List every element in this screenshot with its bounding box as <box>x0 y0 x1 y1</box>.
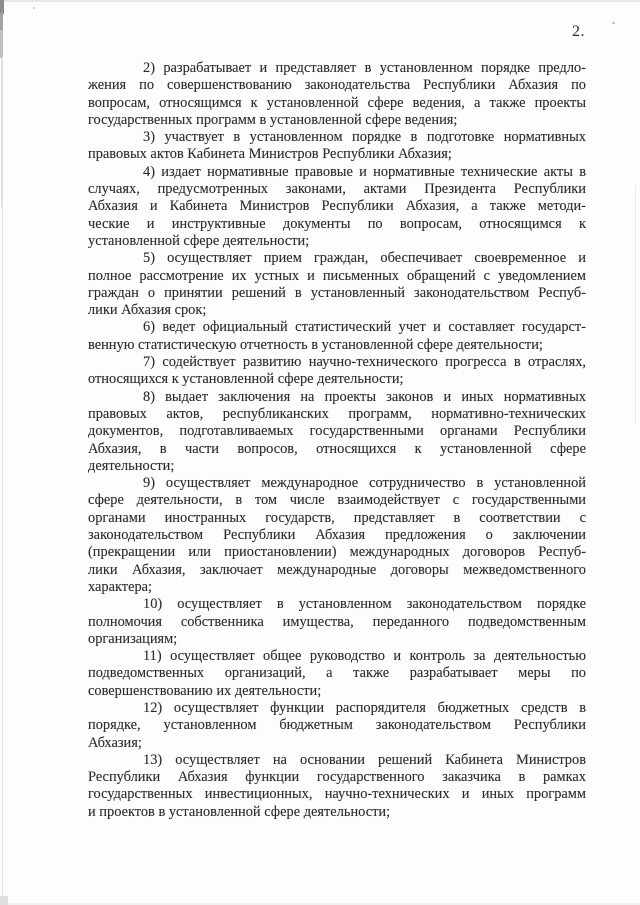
paragraph-line: относящихся к установленной сфере деятельности; <box>88 371 404 388</box>
paragraph-line: 8) выдает заключения на проекты законов и иных нормативных <box>143 388 586 405</box>
paragraph-line: лики Абхазия срок; <box>88 302 207 319</box>
paragraph-line: подведомственных организаций, а также разрабатывает меры по <box>88 665 586 682</box>
paragraph <box>88 319 586 354</box>
paragraph-line: полномочия собственника имущества, переданного подведомственным <box>88 613 586 630</box>
paragraph <box>88 129 586 164</box>
paragraph <box>88 752 586 821</box>
paragraph-line: венную статистическую отчетность в установленной сфере деятельности; <box>88 336 543 353</box>
paragraph-line: государственных инвестиционных, научно-технических и иных программ <box>88 786 586 803</box>
paragraph-line: 3) участвует в установленном порядке в подготовке нормативных <box>143 129 586 146</box>
scan-right-edge-line <box>635 185 636 425</box>
paragraph-line: лики Абхазия, заключает международные договоры межведомственного <box>88 561 586 578</box>
paragraph-line: сфере деятельности, в том числе взаимодействует с государственными <box>88 492 586 509</box>
paragraph <box>88 164 586 250</box>
paragraph-line: Абхазия; <box>88 734 142 751</box>
scan-left-smudge <box>0 13 3 31</box>
paragraph-line: установленной сфере деятельности; <box>88 232 310 249</box>
paragraph-line: и проектов в установленной сфере деятельности; <box>88 803 391 820</box>
paragraph-line: Абхазия и Кабинета Министров Республики Абхазия, а также методи- <box>88 198 586 215</box>
paragraph <box>88 648 586 700</box>
paragraph-line: порядке, установленном бюджетным законодательством Республики <box>88 717 586 734</box>
scan-left-smudge <box>1 57 3 207</box>
paragraph-line: (прекращении или приостановлении) международных договоров Респуб- <box>88 544 586 561</box>
paragraph-line: вопросам, относящимся к установленной сфере ведения, а также проекты <box>88 94 586 111</box>
paragraph-line: органами иностранных государств, представляет в соответствии с <box>88 509 586 526</box>
paragraph-line: совершенствованию их деятельности; <box>88 682 322 699</box>
paragraph <box>88 60 586 129</box>
paragraph-line: характера; <box>88 578 153 595</box>
paragraph-line: 6) ведет официальный статистический учет и составляет государст- <box>143 319 586 336</box>
paragraph-line: 5) осуществляет прием граждан, обеспечивает своевременное и <box>143 250 586 267</box>
paragraph-line: документов, подготавливаемых государственными органами Республики <box>88 423 586 440</box>
scan-left-smudge <box>0 30 3 58</box>
scan-bottom-left-smudge <box>0 896 8 905</box>
paragraph-line: законодательством Республики Абхазия предложения о заключении <box>88 527 586 544</box>
paragraph <box>88 475 586 596</box>
scan-speck <box>33 7 35 9</box>
paragraph-line: 9) осуществляет международное сотрудничество в установленной <box>143 475 586 492</box>
paragraph <box>88 250 586 319</box>
paragraph-line: 11) осуществляет общее руководство и контроль за деятельностью <box>143 648 586 665</box>
paragraph-line: 7) содействует развитию научно-технического прогресса в отраслях, <box>143 354 586 371</box>
scan-left-smudge <box>0 0 4 14</box>
paragraph-line: жения по совершенствованию законодательства Республики Абхазия по <box>88 77 586 94</box>
paragraph-line: правовых актов Кабинета Министров Республики Абхазия; <box>88 146 452 163</box>
paragraph-line: ческие и инструктивные документы по вопросам, относящимся к <box>88 215 586 232</box>
scan-top-edge-line <box>0 0 640 2</box>
paragraph-line: организациям; <box>88 630 178 647</box>
paragraph <box>88 389 586 475</box>
paragraph <box>88 700 586 752</box>
paragraph-line: Республики Абхазия функции государственного заказчика в рамках <box>88 769 586 786</box>
paragraph-line: 10) осуществляет в установленном законодательством порядке <box>143 596 586 613</box>
paragraph-line: государственных программ в установленной сфере ведения; <box>88 111 458 128</box>
paragraph-line: полное рассмотрение их устных и письменных обращений с уведомлением <box>88 267 586 284</box>
paragraph <box>88 354 586 389</box>
paragraph-line: деятельности; <box>88 457 175 474</box>
paragraph-line: случаях, предусмотренных законами, актами Президента Республики <box>88 181 586 198</box>
paragraph-line: правовых актов, республиканских программ, нормативно-технических <box>88 405 586 422</box>
paragraph-line: 4) издает нормативные правовые и нормативные технические акты в <box>143 163 586 180</box>
paragraph-line: Абхазия, в части вопросов, относящихся к установленной сфере <box>88 440 586 457</box>
paragraph <box>88 596 586 648</box>
paragraph-line: 12) осуществляет функции распорядителя бюджетных средств в <box>143 699 586 716</box>
document-text <box>88 60 586 821</box>
page-number: 2. <box>572 23 585 40</box>
paragraph-line: 2) разрабатывает и представляет в установленном порядке предло- <box>143 60 586 76</box>
scan-left-edge-line <box>2 0 3 905</box>
paragraph-line: 13) осуществляет на основании решений Кабинета Министров <box>143 751 586 768</box>
paragraph-line: граждан о принятии решений в установленный законодательством Респуб- <box>88 284 586 301</box>
scan-speck <box>612 22 615 24</box>
